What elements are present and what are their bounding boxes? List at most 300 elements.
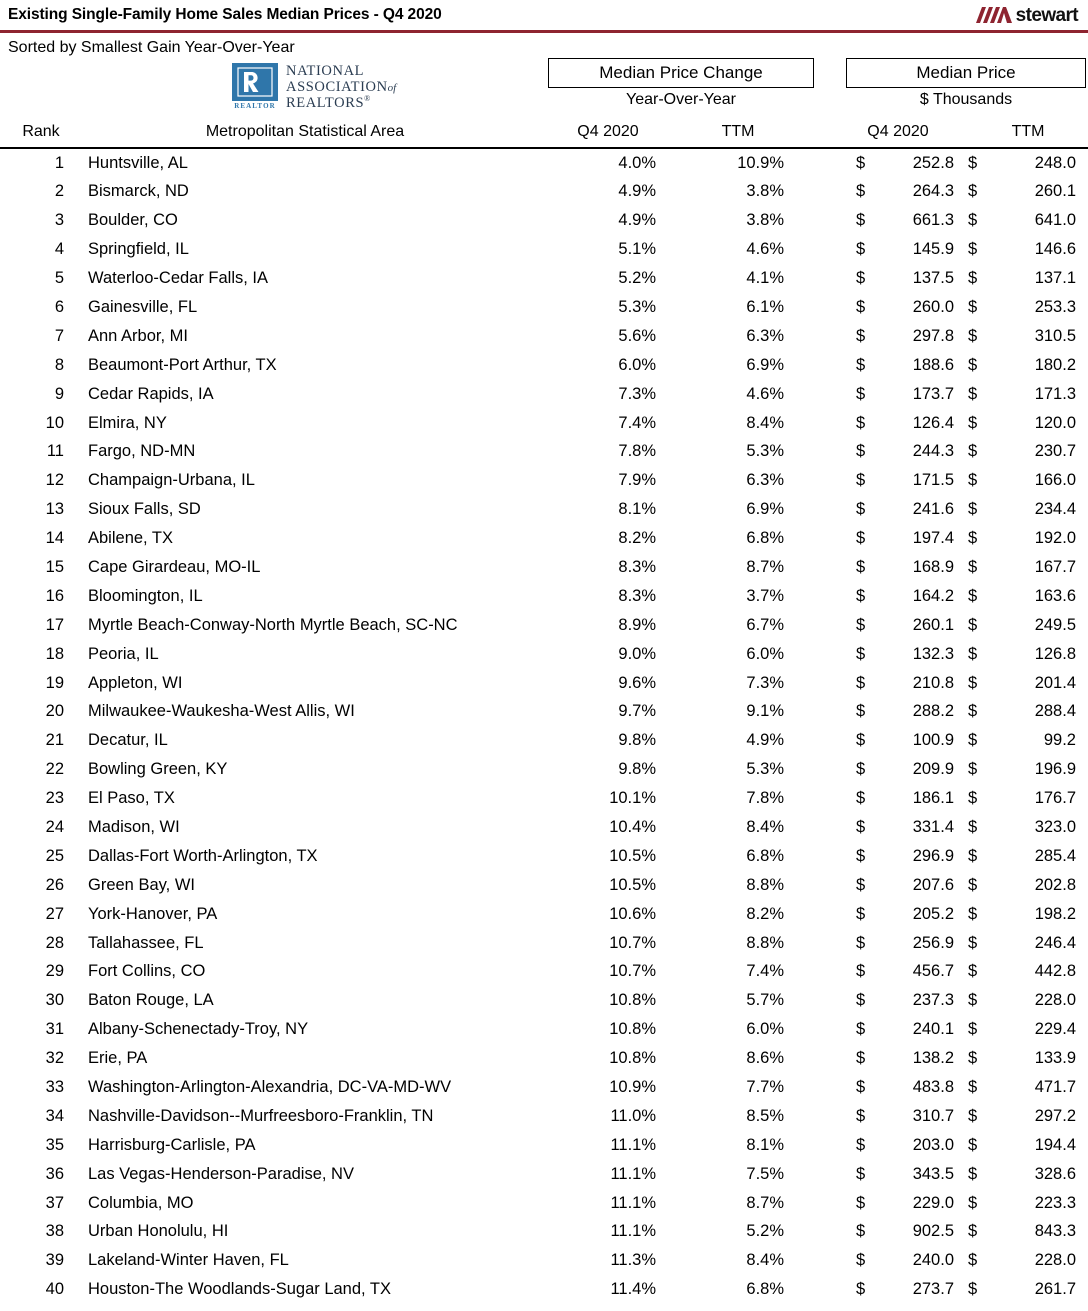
cell-currency-ttm: $ [968, 586, 978, 605]
cell-currency-ttm: $ [968, 789, 978, 808]
table-row [0, 642, 1088, 671]
cell-rank: 3 [54, 211, 64, 230]
cell-msa: Green Bay, WI [88, 875, 195, 894]
cell-msa: Tallahassee, FL [88, 933, 204, 952]
cell-currency-q4: $ [856, 1049, 866, 1068]
cell-msa: Cedar Rapids, IA [88, 384, 214, 403]
table-row [0, 671, 1088, 700]
cell-currency-ttm: $ [968, 326, 978, 345]
cell-price-ttm: 229.4 [1034, 1020, 1076, 1039]
cell-msa: Beaumont-Port Arthur, TX [88, 355, 277, 374]
cell-currency-ttm: $ [968, 760, 978, 779]
cell-rank: 34 [45, 1106, 64, 1125]
cell-currency-q4: $ [856, 269, 866, 288]
cell-price-ttm: 198.2 [1034, 904, 1076, 923]
cell-msa: Champaign-Urbana, IL [88, 471, 255, 490]
group-header-median-price-change: Median Price Change [548, 58, 814, 88]
cell-change-ttm: 5.3% [746, 442, 784, 461]
cell-price-q4: 210.8 [912, 673, 954, 692]
cell-change-q4: 10.6% [609, 904, 656, 923]
cell-price-ttm: 133.9 [1034, 1049, 1076, 1068]
stewart-wordmark: stewart [1015, 4, 1078, 26]
cell-change-ttm: 6.3% [746, 471, 784, 490]
nar-association-text: ASSOCIATION [286, 78, 388, 95]
cell-rank: 11 [46, 442, 64, 461]
table-row [0, 555, 1088, 584]
cell-change-q4: 11.4% [610, 1280, 656, 1299]
table-row [0, 208, 1088, 237]
cell-rank: 39 [45, 1251, 64, 1270]
report-title-bar [0, 0, 1088, 30]
cell-msa: Las Vegas-Henderson-Paradise, NV [88, 1164, 354, 1183]
cell-change-ttm: 9.1% [746, 702, 784, 721]
cell-change-q4: 11.1% [610, 1135, 656, 1154]
table-row [0, 844, 1088, 873]
cell-currency-q4: $ [856, 529, 866, 548]
cell-price-q4: 100.9 [912, 731, 954, 750]
cell-price-q4: 297.8 [912, 326, 954, 345]
cell-rank: 2 [54, 182, 64, 201]
cell-currency-q4: $ [856, 1251, 866, 1270]
cell-currency-ttm: $ [968, 875, 978, 894]
cell-msa: Bowling Green, KY [88, 760, 228, 779]
cell-price-q4: 310.7 [912, 1106, 954, 1125]
table-row [0, 468, 1088, 497]
cell-change-ttm: 10.9% [737, 153, 784, 172]
group-header-median-price: Median Price [846, 58, 1086, 88]
table-row [0, 988, 1088, 1017]
cell-currency-q4: $ [856, 615, 866, 634]
cell-currency-ttm: $ [968, 182, 978, 201]
cell-currency-ttm: $ [968, 1078, 978, 1096]
cell-currency-ttm: $ [968, 500, 978, 519]
cell-price-q4: 209.9 [912, 760, 954, 779]
cell-rank: 5 [54, 269, 64, 288]
cell-msa: Appleton, WI [88, 673, 183, 692]
cell-currency-ttm: $ [968, 991, 978, 1010]
cell-price-q4: 205.2 [912, 904, 954, 923]
cell-msa: Dallas-Fort Worth-Arlington, TX [88, 846, 318, 865]
table-row [0, 1133, 1088, 1162]
cell-change-ttm: 5.7% [746, 991, 784, 1010]
cell-change-ttm: 5.3% [746, 760, 784, 779]
cell-rank: 29 [45, 962, 64, 981]
cell-price-ttm: 328.6 [1034, 1164, 1076, 1183]
cell-change-ttm: 8.4% [746, 1251, 784, 1270]
cell-price-ttm: 471.7 [1034, 1078, 1076, 1096]
cell-currency-q4: $ [856, 1135, 866, 1154]
cell-change-q4: 7.3% [618, 384, 656, 403]
cell-rank: 18 [45, 644, 64, 663]
cell-msa: Baton Rouge, LA [88, 991, 214, 1010]
nar-line-national: NATIONAL [286, 63, 365, 79]
nar-realtor-caption: REALTOR [234, 102, 276, 110]
table-row [0, 815, 1088, 844]
cell-currency-q4: $ [856, 760, 866, 779]
table-row [0, 1248, 1088, 1277]
cell-currency-ttm: $ [968, 1251, 978, 1270]
cell-change-q4: 10.9% [609, 1078, 656, 1096]
cell-currency-ttm: $ [968, 413, 978, 432]
cell-currency-ttm: $ [968, 384, 978, 403]
nar-r-monogram-icon [232, 63, 278, 101]
data-table [0, 149, 1088, 1307]
cell-change-ttm: 8.8% [746, 933, 784, 952]
table-row [0, 1162, 1088, 1191]
cell-price-q4: 296.9 [912, 846, 954, 865]
cell-change-ttm: 8.1% [746, 1135, 784, 1154]
cell-price-ttm: 228.0 [1034, 991, 1076, 1010]
cell-currency-ttm: $ [968, 153, 978, 172]
cell-change-q4: 5.6% [618, 326, 656, 345]
cell-change-q4: 11.1% [610, 1222, 656, 1241]
cell-change-ttm: 8.4% [746, 413, 784, 432]
cell-msa: Decatur, IL [88, 731, 168, 750]
cell-currency-ttm: $ [968, 702, 978, 721]
cell-currency-ttm: $ [968, 933, 978, 952]
cell-price-q4: 240.0 [912, 1251, 954, 1270]
cell-price-q4: 203.0 [912, 1135, 954, 1154]
cell-change-ttm: 6.0% [746, 644, 784, 663]
cell-price-q4: 171.5 [912, 471, 954, 490]
cell-change-q4: 11.0% [610, 1106, 656, 1125]
table-row [0, 786, 1088, 815]
cell-change-ttm: 8.4% [746, 817, 784, 836]
cell-rank: 32 [45, 1049, 64, 1068]
stewart-logo [972, 5, 1080, 25]
cell-msa: Washington-Arlington-Alexandria, DC-VA-MD-WV [88, 1078, 452, 1096]
cell-msa: Peoria, IL [88, 644, 159, 663]
table-row [0, 266, 1088, 295]
cell-change-ttm: 7.4% [746, 962, 784, 981]
table-row [0, 959, 1088, 988]
cell-rank: 25 [45, 846, 64, 865]
cell-price-q4: 252.8 [912, 153, 954, 172]
cell-price-q4: 288.2 [912, 702, 954, 721]
table-row [0, 757, 1088, 786]
cell-msa: Ann Arbor, MI [88, 326, 188, 345]
table-row [0, 497, 1088, 526]
cell-price-q4: 902.5 [912, 1222, 954, 1241]
table-row [0, 1191, 1088, 1220]
cell-currency-ttm: $ [968, 962, 978, 981]
column-header-change-ttm: TTM [721, 123, 755, 140]
cell-price-ttm: 166.0 [1034, 471, 1076, 490]
cell-change-q4: 10.5% [609, 875, 656, 894]
cell-currency-q4: $ [856, 875, 866, 894]
cell-rank: 1 [54, 153, 64, 172]
cell-change-q4: 5.3% [618, 297, 656, 316]
stewart-slashes-icon [972, 5, 1016, 25]
cell-price-q4: 260.0 [912, 297, 954, 316]
cell-rank: 40 [45, 1280, 64, 1299]
cell-currency-q4: $ [856, 1106, 866, 1125]
table-row [0, 1277, 1088, 1306]
table-row [0, 613, 1088, 642]
cell-currency-q4: $ [856, 933, 866, 952]
cell-currency-ttm: $ [968, 297, 978, 316]
cell-price-ttm: 442.8 [1034, 962, 1076, 981]
cell-currency-ttm: $ [968, 615, 978, 634]
nar-wordmark [286, 63, 396, 112]
cell-price-q4: 137.5 [912, 269, 954, 288]
cell-price-ttm: 230.7 [1034, 442, 1076, 461]
cell-price-q4: 145.9 [912, 240, 954, 259]
table-row [0, 1046, 1088, 1075]
cell-change-ttm: 8.7% [746, 557, 784, 576]
cell-msa: Springfield, IL [88, 240, 189, 259]
cell-rank: 16 [45, 586, 64, 605]
cell-change-q4: 8.9% [618, 615, 656, 634]
cell-currency-q4: $ [856, 413, 866, 432]
table-row [0, 931, 1088, 960]
cell-currency-q4: $ [856, 500, 866, 519]
cell-currency-q4: $ [856, 240, 866, 259]
cell-change-q4: 10.8% [609, 991, 656, 1010]
cell-change-ttm: 6.1% [746, 297, 784, 316]
cell-change-q4: 10.8% [609, 1049, 656, 1068]
cell-price-ttm: 323.0 [1034, 817, 1076, 836]
cell-change-ttm: 4.6% [746, 240, 784, 259]
cell-price-ttm: 163.6 [1034, 586, 1076, 605]
cell-msa: Sioux Falls, SD [88, 500, 201, 519]
table-row [0, 1075, 1088, 1104]
cell-msa: Waterloo-Cedar Falls, IA [88, 269, 269, 288]
cell-msa: Myrtle Beach-Conway-North Myrtle Beach, SC-NC [88, 615, 458, 634]
cell-msa: Albany-Schenectady-Troy, NY [88, 1020, 309, 1039]
cell-price-q4: 264.3 [912, 182, 954, 201]
cell-price-q4: 240.1 [912, 1020, 954, 1039]
cell-change-ttm: 8.8% [746, 875, 784, 894]
cell-price-q4: 186.1 [912, 789, 954, 808]
cell-price-ttm: 171.3 [1034, 384, 1076, 403]
cell-rank: 24 [45, 817, 64, 836]
cell-change-q4: 10.8% [609, 1020, 656, 1039]
cell-price-q4: 661.3 [912, 211, 954, 230]
cell-currency-ttm: $ [968, 442, 978, 461]
cell-change-ttm: 6.9% [746, 500, 784, 519]
cell-change-ttm: 6.9% [746, 355, 784, 374]
cell-price-q4: 237.3 [912, 991, 954, 1010]
cell-price-ttm: 246.4 [1034, 933, 1076, 952]
cell-currency-q4: $ [856, 1020, 866, 1039]
cell-price-ttm: 126.8 [1034, 644, 1076, 663]
cell-change-ttm: 7.7% [746, 1078, 784, 1096]
cell-price-q4: 456.7 [912, 962, 954, 981]
nar-of-text: of [387, 81, 397, 94]
cell-currency-q4: $ [856, 384, 866, 403]
cell-currency-q4: $ [856, 182, 866, 201]
cell-currency-q4: $ [856, 817, 866, 836]
cell-price-ttm: 146.6 [1034, 240, 1076, 259]
cell-price-q4: 168.9 [912, 557, 954, 576]
cell-currency-ttm: $ [968, 846, 978, 865]
cell-rank: 33 [45, 1078, 64, 1096]
cell-price-ttm: 234.4 [1034, 500, 1076, 519]
table-row [0, 411, 1088, 440]
cell-currency-q4: $ [856, 789, 866, 808]
cell-price-q4: 173.7 [912, 384, 954, 403]
cell-rank: 31 [45, 1020, 64, 1039]
cell-rank: 19 [45, 673, 64, 692]
column-header-msa: Metropolitan Statistical Area [205, 123, 405, 140]
cell-rank: 7 [54, 326, 64, 345]
report-subtitle: Sorted by Smallest Gain Year-Over-Year [8, 39, 295, 56]
cell-msa: Nashville-Davidson--Murfreesboro-Franklin, TN [88, 1106, 434, 1125]
cell-rank: 10 [45, 413, 64, 432]
cell-price-q4: 138.2 [912, 1049, 954, 1068]
group-subheader-thousands: $ Thousands [919, 91, 1013, 108]
cell-msa: Madison, WI [88, 817, 180, 836]
cell-price-ttm: 194.4 [1034, 1135, 1076, 1154]
cell-price-q4: 331.4 [912, 817, 954, 836]
cell-msa: Elmira, NY [88, 413, 167, 432]
cell-msa: Fort Collins, CO [88, 962, 206, 981]
cell-rank: 8 [54, 355, 64, 374]
cell-rank: 30 [45, 991, 64, 1010]
cell-price-q4: 229.0 [912, 1193, 954, 1212]
cell-price-ttm: 249.5 [1034, 615, 1076, 634]
table-row [0, 237, 1088, 266]
cell-currency-q4: $ [856, 991, 866, 1010]
cell-rank: 37 [45, 1193, 64, 1212]
cell-rank: 21 [45, 731, 64, 750]
cell-msa: Fargo, ND-MN [88, 442, 196, 461]
cell-currency-ttm: $ [968, 1020, 978, 1039]
cell-price-q4: 260.1 [912, 615, 954, 634]
table-row [0, 324, 1088, 353]
cell-currency-q4: $ [856, 326, 866, 345]
cell-msa: Harrisburg-Carlisle, PA [88, 1135, 256, 1154]
cell-msa: Urban Honolulu, HI [88, 1222, 229, 1241]
cell-currency-ttm: $ [968, 1135, 978, 1154]
cell-currency-q4: $ [856, 1193, 866, 1212]
cell-currency-q4: $ [856, 731, 866, 750]
cell-price-q4: 483.8 [912, 1078, 954, 1096]
cell-change-ttm: 8.6% [746, 1049, 784, 1068]
cell-currency-q4: $ [856, 846, 866, 865]
cell-price-ttm: 137.1 [1034, 269, 1076, 288]
cell-msa: Lakeland-Winter Haven, FL [88, 1251, 289, 1270]
cell-change-ttm: 3.7% [746, 586, 784, 605]
cell-msa: Erie, PA [88, 1049, 148, 1068]
cell-change-q4: 7.9% [618, 471, 656, 490]
cell-change-q4: 8.3% [618, 557, 656, 576]
cell-change-q4: 6.0% [618, 355, 656, 374]
cell-currency-q4: $ [856, 557, 866, 576]
cell-currency-q4: $ [856, 702, 866, 721]
cell-currency-q4: $ [856, 1164, 866, 1183]
cell-price-ttm: 260.1 [1034, 182, 1076, 201]
page-title: Existing Single-Family Home Sales Median Prices - Q4 2020 [8, 6, 442, 23]
cell-change-q4: 11.3% [610, 1251, 656, 1270]
cell-rank: 38 [45, 1222, 64, 1241]
cell-currency-ttm: $ [968, 240, 978, 259]
cell-change-ttm: 7.3% [746, 673, 784, 692]
cell-price-q4: 256.9 [912, 933, 954, 952]
cell-price-ttm: 288.4 [1034, 702, 1076, 721]
column-header-rank: Rank [22, 123, 60, 140]
cell-msa: Huntsville, AL [88, 153, 188, 172]
cell-rank: 17 [45, 615, 64, 634]
cell-currency-ttm: $ [968, 1049, 978, 1068]
group-subheader-year-over-year: Year-Over-Year [626, 91, 736, 108]
cell-currency-q4: $ [856, 962, 866, 981]
cell-msa: Boulder, CO [88, 211, 178, 230]
nar-realtors-text: REALTORS [286, 95, 365, 112]
table-row [0, 1017, 1088, 1046]
cell-price-ttm: 248.0 [1034, 153, 1076, 172]
cell-price-q4: 244.3 [912, 442, 954, 461]
cell-currency-q4: $ [856, 1280, 866, 1299]
cell-price-ttm: 297.2 [1034, 1106, 1076, 1125]
cell-change-ttm: 6.8% [746, 846, 784, 865]
table-row [0, 526, 1088, 555]
cell-price-ttm: 196.9 [1034, 760, 1076, 779]
cell-msa: Milwaukee-Waukesha-West Allis, WI [88, 702, 355, 721]
cell-change-ttm: 3.8% [746, 182, 784, 201]
table-row [0, 728, 1088, 757]
cell-change-ttm: 6.3% [746, 326, 784, 345]
cell-currency-q4: $ [856, 442, 866, 461]
cell-msa: Bloomington, IL [88, 586, 203, 605]
cell-change-q4: 4.9% [618, 182, 656, 201]
cell-currency-q4: $ [856, 1222, 866, 1241]
cell-rank: 23 [45, 789, 64, 808]
cell-rank: 22 [45, 760, 64, 779]
cell-change-ttm: 4.9% [746, 731, 784, 750]
nar-badge [232, 63, 278, 110]
cell-price-ttm: 167.7 [1034, 557, 1076, 576]
cell-rank: 20 [45, 702, 64, 721]
cell-price-q4: 197.4 [912, 529, 954, 548]
table-row [0, 382, 1088, 411]
cell-rank: 9 [54, 384, 64, 403]
cell-currency-q4: $ [856, 586, 866, 605]
cell-msa: Abilene, TX [88, 529, 173, 548]
cell-change-q4: 8.1% [618, 500, 656, 519]
cell-change-ttm: 7.8% [746, 789, 784, 808]
column-header-change-q4: Q4 2020 [577, 123, 639, 140]
table-row [0, 439, 1088, 468]
cell-price-q4: 241.6 [912, 500, 954, 519]
table-row [0, 1104, 1088, 1133]
cell-change-q4: 5.1% [618, 240, 656, 259]
cell-change-q4: 9.6% [618, 673, 656, 692]
cell-rank: 6 [54, 297, 64, 316]
cell-currency-ttm: $ [968, 644, 978, 663]
cell-currency-ttm: $ [968, 1164, 978, 1183]
cell-change-q4: 4.0% [618, 153, 656, 172]
cell-price-ttm: 120.0 [1034, 413, 1076, 432]
cell-change-ttm: 7.5% [746, 1164, 784, 1183]
cell-price-ttm: 310.5 [1034, 326, 1076, 345]
cell-change-ttm: 6.7% [746, 615, 784, 634]
cell-price-q4: 126.4 [912, 413, 954, 432]
cell-price-q4: 207.6 [912, 875, 954, 894]
cell-currency-q4: $ [856, 644, 866, 663]
cell-currency-ttm: $ [968, 529, 978, 548]
cell-price-q4: 164.2 [912, 586, 954, 605]
cell-currency-ttm: $ [968, 904, 978, 923]
table-row [0, 902, 1088, 931]
cell-currency-ttm: $ [968, 471, 978, 490]
cell-price-ttm: 99.2 [1043, 731, 1076, 750]
cell-currency-q4: $ [856, 673, 866, 692]
cell-change-q4: 11.1% [610, 1164, 656, 1183]
cell-price-q4: 188.6 [912, 355, 954, 374]
cell-change-q4: 9.0% [618, 644, 656, 663]
